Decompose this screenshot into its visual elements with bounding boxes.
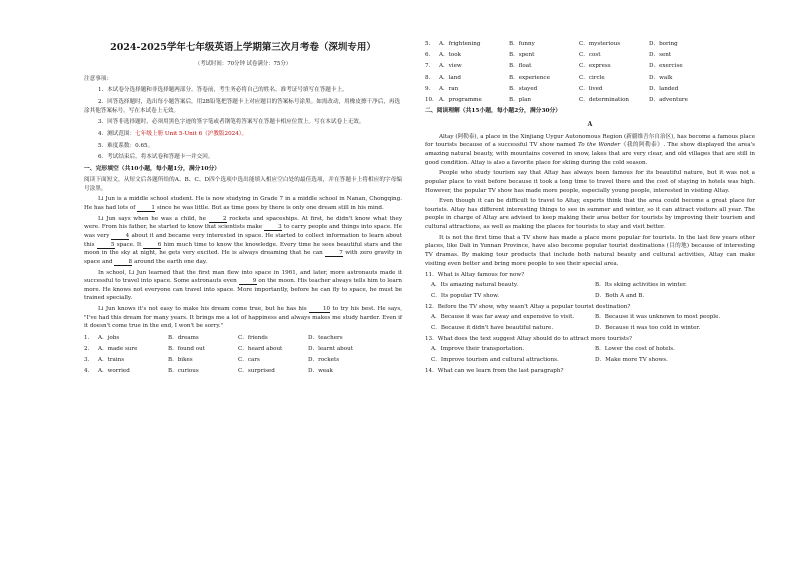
option-d[interactable]: D．adventure	[649, 96, 688, 103]
option-row-8: 8． A．land B．experience C．circle D．walk	[425, 74, 755, 83]
option-d[interactable]: D．walk	[649, 74, 673, 81]
blank-5: 5	[97, 242, 115, 249]
option-b[interactable]: B．bikes	[168, 356, 193, 363]
option-a[interactable]: A．took	[439, 52, 462, 59]
option-b[interactable]: B．dreams	[168, 334, 199, 341]
question-12: 12．Before the TV show, why wasn't Altay a popular tourist destination?	[425, 304, 631, 311]
option-a[interactable]: A．ran	[439, 85, 459, 92]
blank-4: 4	[111, 233, 129, 240]
blank-9: 9	[239, 278, 257, 285]
option-d[interactable]: D．learnt about	[308, 345, 353, 352]
choice-c[interactable]: C．Because it didn't have beautiful nature.	[431, 324, 554, 331]
option-b[interactable]: B．plan	[509, 96, 532, 103]
choice-b[interactable]: B．Its skiing activities in winter.	[595, 282, 687, 289]
notes-heading: 注意事项：	[84, 75, 112, 82]
cloze-paragraph-3: In school, Li Jun learned that the first man flew into space in 1961, and later, more astronauts made it successful to travel into space. Some astronauts even 9 on the moon. His teacher always tells him to learn more. He knows not everyone can travel into space. More importantly, before he can fly to space, he must be trained specially.	[84, 269, 402, 302]
option-b[interactable]: B．experience	[509, 74, 550, 81]
section2-title: 二、阅读理解（共15小题，每小题2分，满分30分）	[425, 108, 562, 115]
option-d[interactable]: D．weak	[308, 367, 333, 374]
cloze-paragraph-1: Li Jun is a middle school student. He is now studying in Grade 7 in a middle school in Nanan, Chongqing. He has had lots of 1 since he was little. But as time goes by there is only one dream still in his mind.	[84, 196, 402, 211]
note-item-2: 2．回答选择题时，选出每小题答案后，用2B铅笔把答题卡上对应题目的答案标号涂黑。如需改动，用橡皮擦干净后，再选涂其他答案标号。写在本试卷上无效。	[84, 99, 401, 114]
option-a[interactable]: A．made sure	[98, 345, 138, 352]
option-row-1: 1． A．jobs B．dreams C．friends D．teachers	[84, 334, 402, 343]
choice-b[interactable]: B．Lower the cost of hotels.	[595, 346, 675, 352]
blank-10: 10	[309, 306, 330, 313]
option-row-10: 10． A．programme B．plan C．determination D．adventure	[425, 96, 755, 105]
option-b[interactable]: B．spent	[509, 52, 535, 59]
option-b[interactable]: B．float	[509, 63, 532, 70]
blank-8: 8	[114, 259, 132, 266]
option-d[interactable]: D．boring	[649, 41, 678, 48]
option-c[interactable]: C．lived	[579, 85, 603, 92]
option-a[interactable]: A．worried	[98, 367, 130, 374]
choice-b[interactable]: B．Because it was unknown to most people.	[595, 314, 721, 321]
question-11: 11．What is Altay famous for now?	[425, 272, 525, 279]
choice-d[interactable]: D．Make more TV shows.	[595, 356, 668, 363]
choices-11b	[425, 292, 755, 301]
left-column	[84, 34, 402, 378]
section1-instruction: 阅读下面短文，从短文后各题所给的A、B、C、D四个选项中选出能填入相应空白处的最佳选项，并在答题卡上将相应的字母编号涂黑。	[84, 176, 402, 192]
option-c[interactable]: C．surprised	[238, 367, 275, 374]
exam-subinfo: （考试时间：70分钟 试卷满分：75分）	[194, 61, 292, 68]
choices-12b	[425, 324, 755, 333]
question-14: 14．What can we learn from the last paragraph?	[425, 368, 564, 375]
option-row-2: 2． A．made sure B．found out C．heard about D．learnt about	[84, 345, 402, 354]
exam-title: 2024-2025学年七年级英语上学期第三次月考卷（深圳专用）	[110, 42, 376, 53]
option-c[interactable]: C．heard about	[238, 345, 283, 352]
option-row-5: 5． A．frightening B．funny C．mysterious D．boring	[425, 40, 755, 49]
option-c[interactable]: C．cost	[579, 52, 601, 59]
blank-1: 1	[137, 205, 155, 212]
choices-11a	[425, 281, 755, 290]
option-c[interactable]: C．mysterious	[579, 41, 621, 48]
choice-d[interactable]: D．Both A and B.	[595, 292, 645, 299]
option-c[interactable]: C．express	[579, 63, 611, 70]
option-a[interactable]: A．view	[439, 63, 462, 70]
blank-6: 6	[143, 242, 161, 249]
option-row-7: 7． A．view B．float C．express D．exercise	[425, 62, 755, 71]
question-13: 13．What does the text suggest Altay should do to attract more tourists?	[425, 336, 633, 343]
reading-paragraph-1: Altay (阿勒泰), a place in the Xinjiang Uygur Autonomous Region (新疆维吾尔自治区), has become a famous place for tourists because of a successful TV show named To the Wonder《我的阿勒泰》. The show displayed the area's amazing natural beauty, with mountains covered in snow, lakes that are very clear, and old villages that are still in good condition. Altay is also a favorite place for skiing during the cold season.	[425, 133, 755, 166]
note-item-1: 1．本试卷分选择题和非选择题两部分。答卷前，考生务必将自己的姓名、准考证号填写在答题卡上。	[98, 87, 348, 94]
option-d[interactable]: D．teachers	[308, 334, 343, 341]
option-d[interactable]: D．exercise	[649, 63, 683, 70]
option-c[interactable]: C．circle	[579, 74, 605, 81]
option-c[interactable]: C．cars	[238, 356, 260, 363]
choices-13b	[425, 356, 755, 365]
option-d[interactable]: D．landed	[649, 85, 679, 92]
option-row-6: 6． A．took B．spent C．cost D．sent	[425, 51, 755, 60]
choice-c[interactable]: C．Its popular TV show.	[431, 292, 499, 299]
right-column	[425, 38, 755, 377]
passage-letter: A	[587, 121, 593, 129]
option-row-9: 9． A．ran B．stayed C．lived D．landed	[425, 85, 755, 94]
note-item-6: 6．考试结束后，将本试卷和答题卡一并交回。	[98, 154, 214, 161]
choices-13a	[425, 345, 755, 354]
reading-paragraph-3: Even though it can be difficult to travel to Altay, experts think that the area could become a great place for tourists. Altay has different interesting things to see in summer and winter, so it can attract visitors all year. The people in charge of Altay are advised to keep making their area better for tourists by improving their tourism and cultural attractions, as well as making the places for tourists to stay and visit better.	[425, 198, 755, 231]
scope-value: 七年级上册 Unit 5-Unit 6（沪教版2024）。	[135, 131, 248, 137]
show-title: To the Wonder	[577, 142, 621, 149]
cloze-paragraph-4: Li Jun knows it's not easy to make his dream come true, but he has his 10 to try his best. He says, "I've had this dream for many years. It brings me a lot of happiness and always makes me study harder. Even if it doesn't come true in the end, I won't be sorry."	[84, 306, 402, 330]
option-c[interactable]: C．determination	[579, 96, 630, 103]
reading-paragraph-2: People who study tourism say that Altay has always been famous for its beautiful nature, but it was not a popular place to visit before because it took a long time to travel there and the cost of staying in hotels was high. However, the popular TV show has made more people, especially young people, interested in visiting Altay.	[425, 170, 755, 194]
choices-12a	[425, 313, 755, 322]
choice-a[interactable]: A．Improve their transportation.	[431, 346, 525, 352]
section1-title: 一、完形填空（共10小题，每小题1分，满分10分）	[84, 165, 221, 172]
cloze-paragraph-2: Li Jun says when he was a child, he 2 rockets and spaceships. At first, he didn't know what they were. From his father, he started to know that scientists make 3 to carry people and things into space. He was very 4 about it and became very interested in space. He started to collect information to learn about this 5 space. It 6 him much time to know the knowledge. Every time he sees beautiful stars and the moon in the sky at night, he gets very excited. He is always dreaming that he can 7 with zero gravity in space and 8 around the earth one day.	[84, 215, 403, 265]
blank-2: 2	[209, 216, 227, 223]
blank-7: 7	[325, 250, 343, 257]
option-b[interactable]: B．stayed	[509, 85, 538, 92]
option-b[interactable]: B．curious	[168, 367, 199, 374]
note-item-5: 5．难度系数：0.65。	[98, 142, 154, 149]
option-d[interactable]: D．rockets	[308, 356, 340, 363]
blank-3: 3	[264, 224, 282, 231]
choice-d[interactable]: D．Because it was too cold in winter.	[595, 324, 701, 331]
option-a[interactable]: A．trains	[98, 356, 125, 363]
option-b[interactable]: B．funny	[509, 41, 535, 48]
option-a[interactable]: A．jobs	[98, 334, 120, 341]
option-a[interactable]: A．land	[439, 74, 461, 81]
option-c[interactable]: C．friends	[238, 334, 268, 341]
option-a[interactable]: A．programme	[439, 96, 482, 103]
choice-a[interactable]: A．Because it was far away and expensive to visit.	[431, 314, 575, 321]
option-a[interactable]: A．frightening	[439, 41, 481, 48]
choice-a[interactable]: A．Its amazing natural beauty.	[431, 282, 519, 289]
option-d[interactable]: D．sent	[649, 52, 672, 59]
note-item-3: 3．回答非选择题时，必须用黑色字迹的签字笔或者钢笔将答案写在答题卡相应位置上。写在本试卷上无效。	[98, 119, 365, 126]
note-item-4	[84, 130, 402, 139]
choice-c[interactable]: C．Improve tourism and cultural attractions.	[431, 356, 559, 363]
scope-label: 4．测试范围：	[98, 131, 136, 137]
option-b[interactable]: B．found out	[168, 345, 205, 352]
option-row-4: 4． A．worried B．curious C．surprised D．weak	[84, 367, 402, 376]
option-row-3: 3． A．trains B．bikes C．cars D．rockets	[84, 356, 402, 365]
reading-paragraph-4: It is not the first time that a TV show has made a place more popular for tourists. In the last few years other places, like Dali in Yunnan Province, have also become popular tourist destinations (目的地) because of interesting TV dramas. By making tour products that include both natural beauty and cultural activities, Altay can make visiting even better and bring more people to see their special area.	[425, 234, 755, 267]
